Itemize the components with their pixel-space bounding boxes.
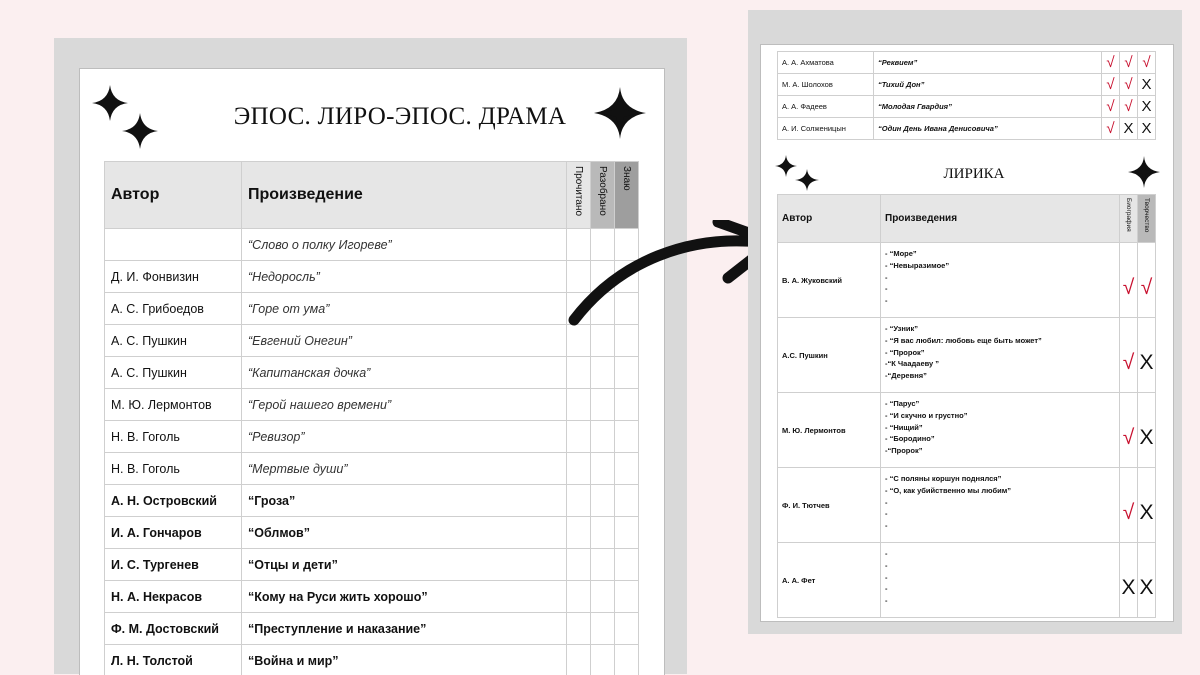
table-row [778, 243, 1156, 318]
check-mark: √ [1102, 52, 1120, 74]
checkbox-cell-known[interactable] [615, 421, 639, 453]
checkbox-cell-read[interactable] [567, 645, 591, 675]
work-cell: “Гроза” [242, 485, 567, 517]
work-cell: “Ревизор” [242, 421, 567, 453]
work-cell: “Недоросль” [242, 261, 567, 293]
cross-mark: X [1138, 74, 1156, 96]
checkbox-cell-read[interactable] [567, 549, 591, 581]
table-header-row [778, 195, 1156, 243]
work-cell: “Капитанская дочка” [242, 357, 567, 389]
checkbox-cell-known[interactable] [615, 453, 639, 485]
cross-mark: X [1138, 468, 1156, 543]
author-cell: И. А. Гончаров [105, 517, 242, 549]
checkbox-cell-known[interactable] [615, 357, 639, 389]
author-cell: Д. И. Фонвизин [105, 261, 242, 293]
work-cell: “Тихий Дон” [874, 74, 1102, 96]
table-row [778, 543, 1156, 618]
work-cell: “Евгений Онегин” [242, 325, 567, 357]
poems-cell [881, 243, 1120, 318]
work-cell: “Герой нашего времени” [242, 389, 567, 421]
checkbox-cell-read[interactable] [567, 517, 591, 549]
poem-item: - [885, 272, 1119, 284]
table-row [778, 318, 1156, 393]
work-cell: “Преступление и наказание” [242, 613, 567, 645]
author-cell: Ф. И. Тютчев [778, 468, 881, 543]
checkbox-cell-analyzed[interactable] [591, 645, 615, 675]
table-row [105, 421, 639, 453]
cross-mark: X [1138, 118, 1156, 140]
poem-item: - [885, 583, 1119, 595]
poem-item: - [885, 548, 1119, 560]
table-row [105, 453, 639, 485]
check-mark: √ [1138, 243, 1156, 318]
poem-item: - “Нищий” [885, 422, 1119, 434]
work-cell: “Горе от ума” [242, 293, 567, 325]
checkbox-cell-known[interactable] [615, 485, 639, 517]
header-bio: Биография [1120, 195, 1138, 243]
poem-item: - “О, как убийственно мы любим” [885, 485, 1119, 497]
checkbox-cell-known[interactable] [615, 549, 639, 581]
lyric-title: ЛИРИКА [761, 166, 1173, 183]
table-row [105, 293, 639, 325]
check-mark: √ [1102, 74, 1120, 96]
checkbox-cell-known[interactable] [615, 517, 639, 549]
poem-item: - “Узник” [885, 323, 1119, 335]
header-creativity: Творчество [1138, 195, 1156, 243]
poem-item: - [885, 497, 1119, 509]
check-mark: √ [1120, 318, 1138, 393]
work-cell: “Молодая Гвардия” [874, 96, 1102, 118]
cross-mark: X [1138, 96, 1156, 118]
work-cell: “Облмов” [242, 517, 567, 549]
checkbox-cell-read[interactable] [567, 581, 591, 613]
table-row [105, 389, 639, 421]
author-cell: Н. В. Гоголь [105, 421, 242, 453]
check-mark: √ [1120, 393, 1138, 468]
checkbox-cell-analyzed[interactable] [591, 485, 615, 517]
table-row [105, 613, 639, 645]
author-cell: М. А. Шолохов [778, 74, 874, 96]
header-read: Прочитано [567, 162, 591, 229]
checkbox-cell-analyzed[interactable] [591, 389, 615, 421]
work-cell: “Мертвые души” [242, 453, 567, 485]
author-cell: Н. В. Гоголь [105, 453, 242, 485]
checkbox-cell-read[interactable] [567, 613, 591, 645]
poem-item: - “Невыразимое” [885, 260, 1119, 272]
poem-item: - [885, 572, 1119, 584]
checkbox-cell-known[interactable] [615, 613, 639, 645]
work-cell: “Война и мир” [242, 645, 567, 675]
author-cell: А. С. Грибоедов [105, 293, 242, 325]
cross-mark: X [1138, 543, 1156, 618]
checkbox-cell-analyzed[interactable] [591, 517, 615, 549]
checkbox-cell-analyzed[interactable] [591, 581, 615, 613]
header-author: Автор [778, 195, 881, 243]
poems-cell [881, 318, 1120, 393]
header-known: Знаю [615, 162, 639, 229]
poem-item: - [885, 595, 1119, 607]
checkbox-cell-read[interactable] [567, 357, 591, 389]
checkbox-cell-analyzed[interactable] [591, 421, 615, 453]
table-row [105, 645, 639, 675]
check-mark: √ [1120, 52, 1138, 74]
check-mark: √ [1138, 52, 1156, 74]
epic-table [104, 161, 639, 675]
table-row [105, 517, 639, 549]
table-row [105, 229, 639, 261]
table-row [778, 468, 1156, 543]
table-row [105, 261, 639, 293]
author-cell: М. Ю. Лермонтов [778, 393, 881, 468]
author-cell: А. А. Ахматова [778, 52, 874, 74]
check-mark: √ [1102, 96, 1120, 118]
right-page [760, 44, 1174, 622]
checkbox-cell-known[interactable] [615, 389, 639, 421]
poem-item: - [885, 508, 1119, 520]
left-page [79, 68, 665, 675]
author-cell: А. С. Пушкин [105, 357, 242, 389]
cross-mark: X [1120, 118, 1138, 140]
checkbox-cell-analyzed[interactable] [591, 613, 615, 645]
poem-item: - [885, 560, 1119, 572]
poem-item: -“Пророк” [885, 445, 1119, 457]
checkbox-cell-analyzed[interactable] [591, 549, 615, 581]
poem-item: - “Бородино” [885, 433, 1119, 445]
cross-mark: X [1138, 393, 1156, 468]
check-mark: √ [1120, 243, 1138, 318]
poem-item: - [885, 295, 1119, 307]
author-cell: А. А. Фадеев [778, 96, 874, 118]
author-cell: И. С. Тургенев [105, 549, 242, 581]
header-author: Автор [105, 162, 242, 229]
author-cell [105, 229, 242, 261]
author-cell: М. Ю. Лермонтов [105, 389, 242, 421]
table-row [778, 118, 1156, 140]
page-title: ЭПОС. ЛИРО-ЭПОС. ДРАМА [80, 103, 664, 131]
author-cell: А. А. Фет [778, 543, 881, 618]
checkbox-cell-read[interactable] [567, 421, 591, 453]
table-row [105, 485, 639, 517]
poem-item: - [885, 283, 1119, 295]
author-cell: В. А. Жуковский [778, 243, 881, 318]
cross-mark: X [1120, 543, 1138, 618]
modern-works-table [777, 51, 1156, 140]
work-cell: “Реквием” [874, 52, 1102, 74]
cross-mark: X [1138, 318, 1156, 393]
header-works: Произведения [881, 195, 1120, 243]
checkbox-cell-read[interactable] [567, 389, 591, 421]
checkbox-cell-known[interactable] [615, 581, 639, 613]
checkbox-cell-read[interactable] [567, 485, 591, 517]
poems-cell [881, 393, 1120, 468]
poem-item: -“К Чаадаеву ” [885, 358, 1119, 370]
poem-item: - [885, 520, 1119, 532]
poem-item: - “Парус” [885, 398, 1119, 410]
author-cell: А.С. Пушкин [778, 318, 881, 393]
lyric-table [777, 194, 1156, 618]
header-analyzed: Разобрано [591, 162, 615, 229]
table-row [105, 581, 639, 613]
table-header-row [105, 162, 639, 229]
table-row [778, 52, 1156, 74]
check-mark: √ [1102, 118, 1120, 140]
poem-item: - “Море” [885, 248, 1119, 260]
author-cell: Н. А. Некрасов [105, 581, 242, 613]
checkbox-cell-known[interactable] [615, 645, 639, 675]
author-cell: А. И. Солженицын [778, 118, 874, 140]
checkbox-cell-analyzed[interactable] [591, 357, 615, 389]
poems-cell [881, 543, 1120, 618]
work-cell: “Один День Ивана Денисовича” [874, 118, 1102, 140]
work-cell: “Кому на Руси жить хорошо” [242, 581, 567, 613]
table-row [778, 96, 1156, 118]
author-cell: А. Н. Островский [105, 485, 242, 517]
checkbox-cell-read[interactable] [567, 453, 591, 485]
checkbox-cell-analyzed[interactable] [591, 453, 615, 485]
header-work: Произведение [242, 162, 567, 229]
table-row [105, 357, 639, 389]
author-cell: Ф. М. Достовский [105, 613, 242, 645]
poem-item: -“Деревня” [885, 370, 1119, 382]
author-cell: Л. Н. Толстой [105, 645, 242, 675]
poem-item: - “С поляны коршун поднялся” [885, 473, 1119, 485]
check-mark: √ [1120, 468, 1138, 543]
check-mark: √ [1120, 96, 1138, 118]
poem-item: - “И скучно и грустно” [885, 410, 1119, 422]
table-row [105, 325, 639, 357]
work-cell: “Отцы и дети” [242, 549, 567, 581]
table-row [778, 393, 1156, 468]
poems-cell [881, 468, 1120, 543]
author-cell: А. С. Пушкин [105, 325, 242, 357]
check-mark: √ [1120, 74, 1138, 96]
poem-item: - “Я вас любил: любовь еще быть может” [885, 335, 1119, 347]
table-row [105, 549, 639, 581]
poem-item: - “Пророк” [885, 347, 1119, 359]
work-cell: “Слово о полку Игореве” [242, 229, 567, 261]
table-row [778, 74, 1156, 96]
